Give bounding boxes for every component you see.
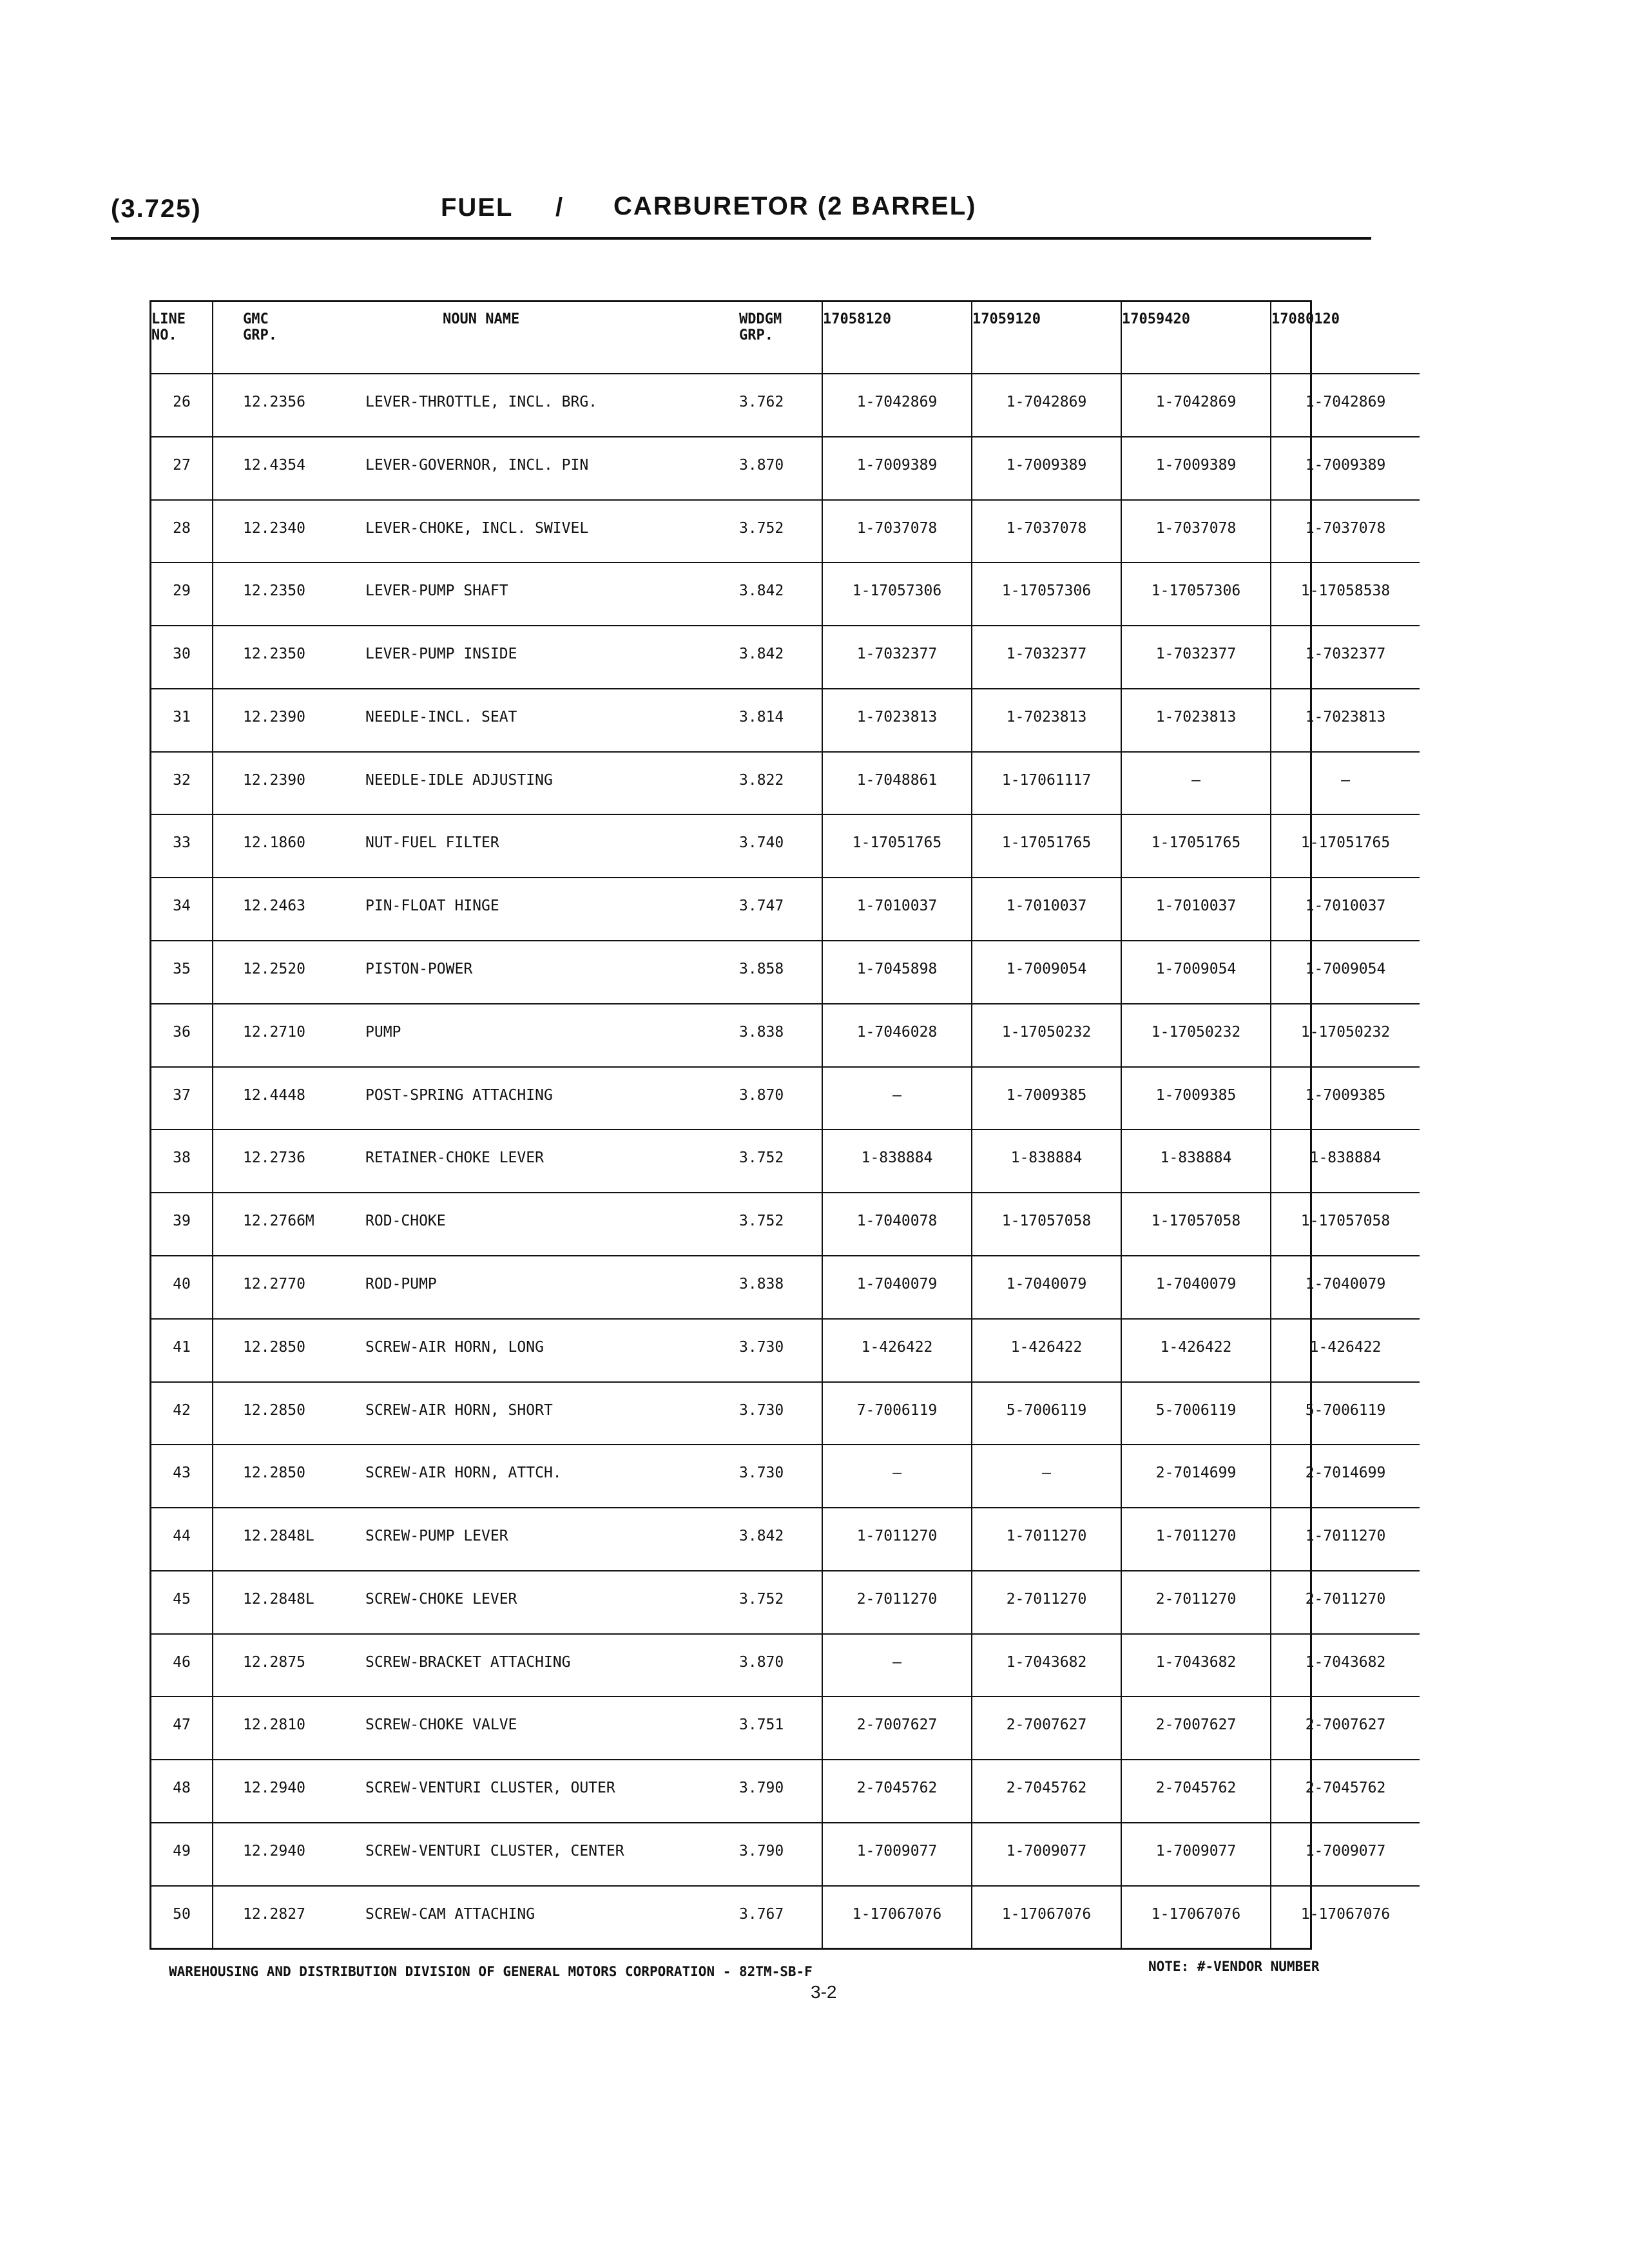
cell-noun-name: SCREW-CHOKE LEVER: [365, 1571, 739, 1634]
cell-part-1: 1-7032377: [822, 626, 972, 689]
table-row: [151, 689, 1420, 752]
cell-gmc-grp: 12.4448: [213, 1067, 365, 1130]
cell-line: 28: [151, 500, 213, 563]
table-row: [151, 1634, 1420, 1697]
cell-part-1: 1-17067076: [822, 1886, 972, 1948]
cell-part-1: 1-7009389: [822, 437, 972, 500]
table-row: [151, 941, 1420, 1004]
cell-part-2: 2-7007627: [972, 1696, 1121, 1760]
cell-noun-name: SCREW-VENTURI CLUSTER, OUTER: [365, 1760, 739, 1823]
table-row: [151, 1508, 1420, 1571]
cell-noun-name: PISTON-POWER: [365, 941, 739, 1004]
cell-part-1: —: [822, 1634, 972, 1697]
cell-part-4: 1-7010037: [1271, 878, 1420, 941]
cell-line: 34: [151, 878, 213, 941]
cell-line: 43: [151, 1445, 213, 1508]
table-row: [151, 1382, 1420, 1445]
cell-part-1: 1-7042869: [822, 374, 972, 437]
cell-line: 26: [151, 374, 213, 437]
cell-wddgm-grp: 3.858: [739, 941, 822, 1004]
table-header-row: [151, 302, 1420, 374]
cell-part-1: 1-7023813: [822, 689, 972, 752]
cell-gmc-grp: 12.2850: [213, 1445, 365, 1508]
cell-noun-name: SCREW-BRACKET ATTACHING: [365, 1634, 739, 1697]
cell-part-1: —: [822, 1445, 972, 1508]
cell-part-3: 1-7032377: [1121, 626, 1271, 689]
cell-part-4: 1-7042869: [1271, 374, 1420, 437]
cell-noun-name: NEEDLE-IDLE ADJUSTING: [365, 752, 739, 815]
cell-wddgm-grp: 3.842: [739, 562, 822, 626]
cell-part-1: 1-7040079: [822, 1256, 972, 1319]
table-row: [151, 1886, 1420, 1948]
cell-part-1: 1-7046028: [822, 1004, 972, 1067]
cell-part-2: 1-17050232: [972, 1004, 1121, 1067]
cell-wddgm-grp: 3.740: [739, 814, 822, 878]
col-header-part-4: 17080120: [1271, 302, 1420, 374]
parts-table: [151, 302, 1420, 1948]
cell-gmc-grp: 12.2710: [213, 1004, 365, 1067]
cell-part-3: 1-7010037: [1121, 878, 1271, 941]
cell-wddgm-grp: 3.870: [739, 1067, 822, 1130]
cell-part-3: 1-7009385: [1121, 1067, 1271, 1130]
cell-gmc-grp: 12.2766M: [213, 1193, 365, 1256]
cell-part-2: 1-7009054: [972, 941, 1121, 1004]
cell-part-4: 1-7032377: [1271, 626, 1420, 689]
cell-noun-name: PUMP: [365, 1004, 739, 1067]
cell-gmc-grp: 12.2850: [213, 1382, 365, 1445]
cell-part-2: 1-7032377: [972, 626, 1121, 689]
cell-part-3: 1-7042869: [1121, 374, 1271, 437]
cell-wddgm-grp: 3.838: [739, 1004, 822, 1067]
cell-line: 44: [151, 1508, 213, 1571]
cell-noun-name: LEVER-GOVERNOR, INCL. PIN: [365, 437, 739, 500]
cell-line: 38: [151, 1129, 213, 1193]
table-row: [151, 1760, 1420, 1823]
cell-part-2: 1-7009077: [972, 1823, 1121, 1886]
cell-line: 30: [151, 626, 213, 689]
header-title-right: CARBURETOR (2 BARREL): [613, 192, 977, 220]
cell-line: 40: [151, 1256, 213, 1319]
col-header-line: LINE NO.: [151, 302, 213, 374]
cell-gmc-grp: 12.2770: [213, 1256, 365, 1319]
cell-gmc-grp: 12.2356: [213, 374, 365, 437]
table-row: [151, 1256, 1420, 1319]
cell-part-1: 2-7011270: [822, 1571, 972, 1634]
cell-part-4: 5-7006119: [1271, 1382, 1420, 1445]
cell-part-2: 1-17067076: [972, 1886, 1121, 1948]
cell-part-2: —: [972, 1445, 1121, 1508]
cell-gmc-grp: 12.2827: [213, 1886, 365, 1948]
cell-noun-name: LEVER-PUMP SHAFT: [365, 562, 739, 626]
cell-part-2: 2-7011270: [972, 1571, 1121, 1634]
cell-part-2: 1-7043682: [972, 1634, 1121, 1697]
cell-part-3: 1-838884: [1121, 1129, 1271, 1193]
cell-gmc-grp: 12.2848L: [213, 1571, 365, 1634]
cell-part-3: 2-7011270: [1121, 1571, 1271, 1634]
cell-line: 27: [151, 437, 213, 500]
cell-noun-name: SCREW-VENTURI CLUSTER, CENTER: [365, 1823, 739, 1886]
cell-part-1: 1-7045898: [822, 941, 972, 1004]
cell-noun-name: LEVER-THROTTLE, INCL. BRG.: [365, 374, 739, 437]
cell-wddgm-grp: 3.747: [739, 878, 822, 941]
cell-wddgm-grp: 3.730: [739, 1319, 822, 1382]
cell-part-3: 1-7037078: [1121, 500, 1271, 563]
cell-part-4: 1-7009054: [1271, 941, 1420, 1004]
cell-part-1: 1-7040078: [822, 1193, 972, 1256]
cell-wddgm-grp: 3.842: [739, 626, 822, 689]
cell-gmc-grp: 12.2940: [213, 1823, 365, 1886]
cell-wddgm-grp: 3.752: [739, 1129, 822, 1193]
cell-noun-name: PIN-FLOAT HINGE: [365, 878, 739, 941]
cell-part-2: 1-7011270: [972, 1508, 1121, 1571]
cell-wddgm-grp: 3.752: [739, 1571, 822, 1634]
cell-part-2: 2-7045762: [972, 1760, 1121, 1823]
cell-part-3: 1-7040079: [1121, 1256, 1271, 1319]
cell-wddgm-grp: 3.822: [739, 752, 822, 815]
section-code: (3.725): [111, 195, 202, 223]
cell-part-1: 1-7010037: [822, 878, 972, 941]
table-row: [151, 1004, 1420, 1067]
cell-line: 48: [151, 1760, 213, 1823]
col-header-gmc: GMC GRP.: [243, 311, 277, 343]
cell-part-3: 1-17067076: [1121, 1886, 1271, 1948]
cell-part-1: 1-7009077: [822, 1823, 972, 1886]
cell-wddgm-grp: 3.730: [739, 1445, 822, 1508]
cell-part-1: 2-7007627: [822, 1696, 972, 1760]
cell-part-3: 2-7045762: [1121, 1760, 1271, 1823]
cell-part-1: —: [822, 1067, 972, 1130]
cell-line: 32: [151, 752, 213, 815]
cell-part-1: 7-7006119: [822, 1382, 972, 1445]
cell-line: 41: [151, 1319, 213, 1382]
table-row: [151, 1445, 1420, 1508]
cell-noun-name: NUT-FUEL FILTER: [365, 814, 739, 878]
cell-noun-name: SCREW-PUMP LEVER: [365, 1508, 739, 1571]
cell-gmc-grp: 12.2875: [213, 1634, 365, 1697]
cell-wddgm-grp: 3.752: [739, 500, 822, 563]
cell-gmc-grp: 12.2850: [213, 1319, 365, 1382]
cell-part-3: 1-17057306: [1121, 562, 1271, 626]
table-row: [151, 878, 1420, 941]
cell-line: 49: [151, 1823, 213, 1886]
cell-part-2: 5-7006119: [972, 1382, 1121, 1445]
cell-part-1: 1-7048861: [822, 752, 972, 815]
cell-noun-name: SCREW-AIR HORN, SHORT: [365, 1382, 739, 1445]
table-row: [151, 1571, 1420, 1634]
cell-part-4: 1-7043682: [1271, 1634, 1420, 1697]
header-title-left: FUEL: [441, 193, 514, 222]
cell-part-3: 1-7009054: [1121, 941, 1271, 1004]
cell-gmc-grp: 12.2463: [213, 878, 365, 941]
cell-part-3: 1-7009389: [1121, 437, 1271, 500]
page-number: 3-2: [811, 1982, 837, 2002]
table-row: [151, 1067, 1420, 1130]
cell-line: 33: [151, 814, 213, 878]
cell-part-2: 1-426422: [972, 1319, 1121, 1382]
cell-part-3: 1-7043682: [1121, 1634, 1271, 1697]
cell-wddgm-grp: 3.842: [739, 1508, 822, 1571]
cell-noun-name: LEVER-PUMP INSIDE: [365, 626, 739, 689]
cell-line: 35: [151, 941, 213, 1004]
cell-part-4: 1-7009077: [1271, 1823, 1420, 1886]
cell-noun-name: SCREW-AIR HORN, ATTCH.: [365, 1445, 739, 1508]
table-row: [151, 814, 1420, 878]
cell-part-3: 2-7007627: [1121, 1696, 1271, 1760]
cell-noun-name: SCREW-AIR HORN, LONG: [365, 1319, 739, 1382]
cell-gmc-grp: 12.2350: [213, 562, 365, 626]
cell-gmc-grp: 12.2940: [213, 1760, 365, 1823]
cell-noun-name: SCREW-CHOKE VALVE: [365, 1696, 739, 1760]
cell-part-4: 1-17067076: [1271, 1886, 1420, 1948]
cell-part-2: 1-7010037: [972, 878, 1121, 941]
cell-part-2: 1-7037078: [972, 500, 1121, 563]
cell-part-2: 1-17057058: [972, 1193, 1121, 1256]
cell-wddgm-grp: 3.752: [739, 1193, 822, 1256]
cell-gmc-grp: 12.1860: [213, 814, 365, 878]
cell-part-1: 1-426422: [822, 1319, 972, 1382]
cell-part-4: 1-17057058: [1271, 1193, 1420, 1256]
cell-noun-name: LEVER-CHOKE, INCL. SWIVEL: [365, 500, 739, 563]
cell-part-4: 2-7014699: [1271, 1445, 1420, 1508]
cell-part-2: 1-17057306: [972, 562, 1121, 626]
cell-part-3: 5-7006119: [1121, 1382, 1271, 1445]
cell-part-4: 1-7009389: [1271, 437, 1420, 500]
footer-note: NOTE: #-VENDOR NUMBER: [1148, 1959, 1320, 1974]
cell-part-4: 1-17058538: [1271, 562, 1420, 626]
cell-part-3: 2-7014699: [1121, 1445, 1271, 1508]
cell-gmc-grp: 12.2340: [213, 500, 365, 563]
cell-part-4: 2-7045762: [1271, 1760, 1420, 1823]
cell-part-2: 1-7009385: [972, 1067, 1121, 1130]
table-row: [151, 562, 1420, 626]
table-row: [151, 752, 1420, 815]
cell-part-4: 1-426422: [1271, 1319, 1420, 1382]
cell-wddgm-grp: 3.790: [739, 1823, 822, 1886]
table-row: [151, 1823, 1420, 1886]
cell-line: 36: [151, 1004, 213, 1067]
cell-part-2: 1-7042869: [972, 374, 1121, 437]
cell-wddgm-grp: 3.790: [739, 1760, 822, 1823]
cell-part-4: 1-17051765: [1271, 814, 1420, 878]
col-header-noun: NOUN NAME: [443, 311, 520, 327]
cell-wddgm-grp: 3.762: [739, 374, 822, 437]
cell-wddgm-grp: 3.870: [739, 1634, 822, 1697]
parts-table-frame: [149, 300, 1391, 1950]
cell-line: 47: [151, 1696, 213, 1760]
cell-gmc-grp: 12.2350: [213, 626, 365, 689]
cell-line: 45: [151, 1571, 213, 1634]
cell-part-4: 1-7040079: [1271, 1256, 1420, 1319]
cell-line: 29: [151, 562, 213, 626]
cell-part-4: 1-7023813: [1271, 689, 1420, 752]
cell-line: 42: [151, 1382, 213, 1445]
cell-line: 31: [151, 689, 213, 752]
cell-part-2: 1-17051765: [972, 814, 1121, 878]
cell-part-4: 1-7009385: [1271, 1067, 1420, 1130]
cell-wddgm-grp: 3.730: [739, 1382, 822, 1445]
table-body: [151, 374, 1420, 1948]
header-rule: [111, 237, 1371, 240]
cell-noun-name: ROD-CHOKE: [365, 1193, 739, 1256]
cell-noun-name: POST-SPRING ATTACHING: [365, 1067, 739, 1130]
cell-part-3: 1-7023813: [1121, 689, 1271, 752]
cell-line: 50: [151, 1886, 213, 1948]
cell-gmc-grp: 12.2810: [213, 1696, 365, 1760]
cell-part-4: 1-7011270: [1271, 1508, 1420, 1571]
cell-part-3: 1-7009077: [1121, 1823, 1271, 1886]
table-row: [151, 500, 1420, 563]
cell-part-2: 1-7009389: [972, 437, 1121, 500]
table-row: [151, 626, 1420, 689]
cell-part-3: 1-426422: [1121, 1319, 1271, 1382]
page-header: [111, 187, 1361, 238]
cell-part-4: 1-7037078: [1271, 500, 1420, 563]
cell-part-4: 1-838884: [1271, 1129, 1420, 1193]
cell-wddgm-grp: 3.751: [739, 1696, 822, 1760]
cell-wddgm-grp: 3.814: [739, 689, 822, 752]
table-row: [151, 1319, 1420, 1382]
table-row: [151, 374, 1420, 437]
cell-noun-name: SCREW-CAM ATTACHING: [365, 1886, 739, 1948]
cell-part-4: —: [1271, 752, 1420, 815]
cell-noun-name: NEEDLE-INCL. SEAT: [365, 689, 739, 752]
cell-gmc-grp: 12.2736: [213, 1129, 365, 1193]
table-row: [151, 1696, 1420, 1760]
table-row: [151, 1129, 1420, 1193]
cell-gmc-grp: 12.2390: [213, 752, 365, 815]
col-header-part-3: 17059420: [1121, 302, 1271, 374]
cell-noun-name: RETAINER-CHOKE LEVER: [365, 1129, 739, 1193]
cell-gmc-grp: 12.4354: [213, 437, 365, 500]
cell-wddgm-grp: 3.838: [739, 1256, 822, 1319]
col-header-wddgm: WDDGM GRP.: [739, 311, 782, 343]
cell-part-3: 1-17057058: [1121, 1193, 1271, 1256]
cell-wddgm-grp: 3.767: [739, 1886, 822, 1948]
cell-part-2: 1-7023813: [972, 689, 1121, 752]
cell-part-3: 1-7011270: [1121, 1508, 1271, 1571]
cell-part-1: 1-7011270: [822, 1508, 972, 1571]
cell-gmc-grp: 12.2390: [213, 689, 365, 752]
col-header-part-2: 17059120: [972, 302, 1121, 374]
cell-line: 37: [151, 1067, 213, 1130]
cell-line: 46: [151, 1634, 213, 1697]
cell-gmc-grp: 12.2848L: [213, 1508, 365, 1571]
header-separator: /: [555, 193, 564, 222]
cell-part-4: 2-7011270: [1271, 1571, 1420, 1634]
cell-part-2: 1-17061117: [972, 752, 1121, 815]
cell-gmc-grp: 12.2520: [213, 941, 365, 1004]
cell-part-2: 1-7040079: [972, 1256, 1121, 1319]
cell-part-4: 1-17050232: [1271, 1004, 1420, 1067]
table-row: [151, 1193, 1420, 1256]
cell-wddgm-grp: 3.870: [739, 437, 822, 500]
cell-part-2: 1-838884: [972, 1129, 1121, 1193]
cell-line: 39: [151, 1193, 213, 1256]
table-row: [151, 437, 1420, 500]
col-header-part-1: 17058120: [822, 302, 972, 374]
cell-part-3: 1-17051765: [1121, 814, 1271, 878]
cell-part-1: 1-7037078: [822, 500, 972, 563]
cell-part-3: 1-17050232: [1121, 1004, 1271, 1067]
cell-part-1: 2-7045762: [822, 1760, 972, 1823]
cell-part-1: 1-17051765: [822, 814, 972, 878]
cell-part-3: —: [1121, 752, 1271, 815]
cell-part-4: 2-7007627: [1271, 1696, 1420, 1760]
footer-division: WAREHOUSING AND DISTRIBUTION DIVISION OF GENERAL MOTORS CORPORATION - 82TM-SB-F: [169, 1964, 813, 1979]
cell-part-1: 1-17057306: [822, 562, 972, 626]
cell-part-1: 1-838884: [822, 1129, 972, 1193]
cell-noun-name: ROD-PUMP: [365, 1256, 739, 1319]
